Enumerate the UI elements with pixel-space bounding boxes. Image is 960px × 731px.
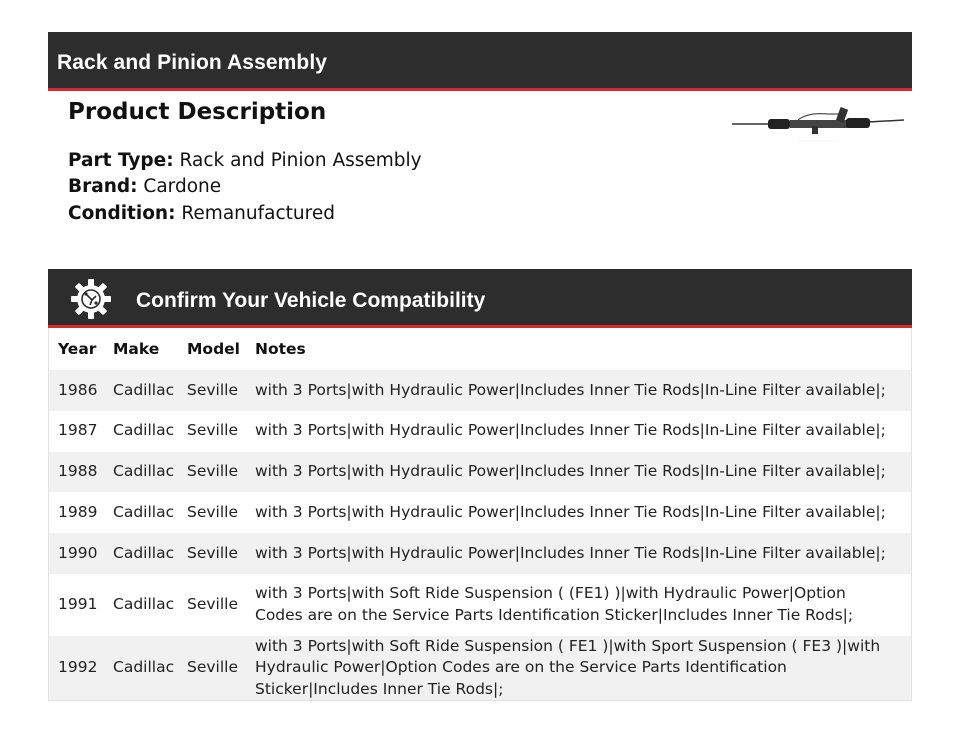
- table-row: [49, 411, 911, 452]
- cell-year: 1991: [58, 595, 98, 614]
- field-label: Brand:: [68, 176, 138, 198]
- field-value: Rack and Pinion Assembly: [179, 150, 422, 171]
- compatibility-banner: [48, 269, 912, 328]
- cell-notes: with 3 Ports|with Soft Ride Suspension ( (FE1) )|with Hydraulic Power|Option Codes are on the Service Parts Identification Sticker|Includes Inner Tie Rods|;: [255, 584, 854, 624]
- column-header-notes: Notes: [246, 328, 911, 370]
- cell-make: Cadillac: [113, 380, 175, 399]
- field-label: Condition:: [68, 202, 176, 224]
- cell-model: Seville: [187, 462, 239, 481]
- cell-make: Cadillac: [113, 503, 175, 522]
- cell-year: 1987: [58, 421, 98, 440]
- cell-model: Seville: [187, 380, 239, 399]
- cell-notes: with 3 Ports|with Hydraulic Power|Includes Inner Tie Rods|In-Line Filter available|;: [255, 503, 886, 522]
- table-row: [49, 370, 911, 411]
- table-row: [49, 574, 911, 636]
- table-row: [49, 636, 911, 701]
- product-fields: [68, 148, 422, 227]
- cell-make: Cadillac: [113, 462, 175, 481]
- table-row: [49, 492, 911, 533]
- column-header-year: Year: [49, 328, 104, 370]
- svg-text:· · · · · · · · · · · · · · ·: · · · · · · · · · · · · · · · · · · · · · ·: [797, 138, 839, 142]
- column-header-model: Model: [178, 328, 246, 370]
- cell-notes: with 3 Ports|with Hydraulic Power|Includes Inner Tie Rods|In-Line Filter available|;: [255, 543, 886, 562]
- cell-year: 1989: [58, 503, 98, 522]
- field-value: Remanufactured: [181, 202, 335, 224]
- cell-model: Seville: [187, 543, 239, 562]
- table-header-row: [49, 328, 911, 370]
- cell-model: Seville: [187, 658, 239, 677]
- cell-model: Seville: [187, 595, 239, 614]
- cell-make: Cadillac: [113, 543, 175, 562]
- cell-notes: with 3 Ports|with Hydraulic Power|Includes Inner Tie Rods|In-Line Filter available|;: [255, 380, 886, 399]
- cell-make: Cadillac: [113, 658, 175, 677]
- cell-year: 1988: [58, 462, 98, 481]
- cell-model: Seville: [187, 421, 239, 440]
- cell-model: Seville: [187, 503, 239, 522]
- cell-year: 1986: [58, 380, 98, 399]
- rack-and-pinion-product-image: [728, 100, 908, 146]
- table-row: [49, 533, 911, 574]
- cell-year: 1990: [58, 543, 98, 562]
- product-description-heading: Product Description: [68, 99, 327, 125]
- compatibility-table-container: [48, 328, 912, 701]
- field-brand: [68, 174, 422, 200]
- compatibility-title: Confirm Your Vehicle Compatibility: [136, 289, 486, 312]
- field-part-type: [68, 148, 422, 174]
- field-condition: [68, 201, 422, 227]
- cell-notes: with 3 Ports|with Soft Ride Suspension ( FE1 )|with Sport Suspension ( FE3 )|with Hydraulic Power|Option Codes are on the Service Parts Identification Sticker|Includes Inner Tie Rods|;: [255, 636, 881, 698]
- page-title: Rack and Pinion Assembly: [57, 51, 328, 74]
- cell-make: Cadillac: [113, 595, 175, 614]
- field-value: Cardone: [143, 176, 222, 198]
- cell-notes: with 3 Ports|with Hydraulic Power|Includes Inner Tie Rods|In-Line Filter available|;: [255, 421, 886, 440]
- page-header-banner: [48, 32, 912, 91]
- cell-make: Cadillac: [113, 421, 175, 440]
- field-label: Part Type:: [68, 150, 174, 171]
- gear-icon: [70, 278, 112, 320]
- cell-notes: with 3 Ports|with Hydraulic Power|Includes Inner Tie Rods|In-Line Filter available|;: [255, 462, 886, 481]
- column-header-make: Make: [104, 328, 178, 370]
- product-description: [68, 96, 422, 227]
- table-row: [49, 452, 911, 493]
- cell-year: 1992: [58, 658, 98, 677]
- compatibility-table: [49, 328, 911, 700]
